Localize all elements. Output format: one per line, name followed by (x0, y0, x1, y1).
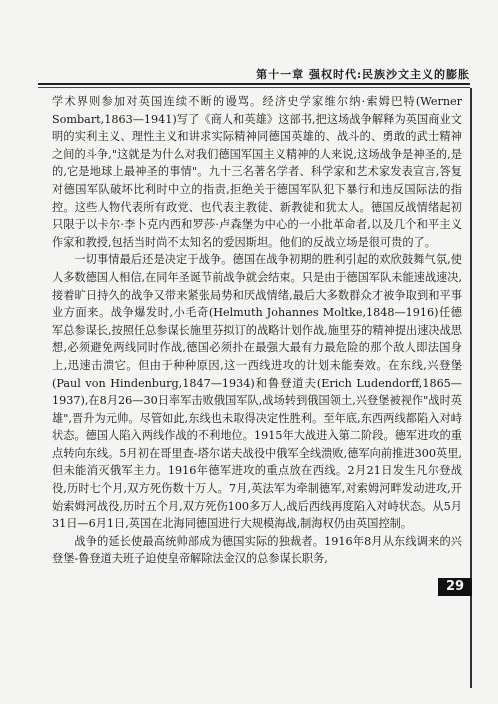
header-rule (38, 83, 470, 85)
header-rule-thin (38, 87, 470, 88)
margin-bar (470, 88, 472, 688)
running-head: 第十一章 强权时代:民族沙文主义的膨胀 (256, 68, 470, 81)
body-text (52, 93, 462, 568)
paragraph: 战争的延长使最高统帅部成为德国实际的独裁者。1916年8月从东线调来的兴登堡-鲁登道夫班子迫使皇帝解除法金汉的总参谋长职务, (52, 534, 462, 566)
page-number: 29 (438, 578, 472, 596)
paragraph: 学术界则参加对英国连续不断的谩骂。经济史学家维尔纳·索姆巴特(Werner Sombart,1863—1941)写了《商人和英雄》这部书,把这场战争解释为英国商业文明的实利主义、理性主义和讲求实际精神同德国英雄的、战斗的、勇敢的武士精神之间的斗争,"这就是为什么对我们德国军国主义精神的人来说,这场战争是神圣的,是的,它是地球上最神圣的事情"。九十三名著名学者、科学家和艺术家发表宣言,答复对德国军队破坏比利时中立的指责,拒绝关于德国军队犯下暴行和违反国际法的指控。这些人物代表所有政党、也代表主教徒、新教徒和犹太人。德国反战情绪起初只限于以卡尔·李卜克内西和罗莎·卢森堡为中心的一小批革命者,以及几个和平主义作家和教授,包括当时尚不太知名的爱因斯坦。他们的反战立场是很可贵的了。 (52, 95, 462, 249)
paragraph: 一切事情最后还是决定于战争。德国在战争初期的胜利引起的欢欣鼓舞气氛,使人多数德国人相信,在同年圣诞节前战争就会结束。只是由于德国军队未能速战速决,接着旷日持久的战争又带来紧张局势和厌战情绪,最后大多数群众才被争取到和平事业方面来。战争爆发时,小毛奇(Helmuth Johannes Moltke,1848—1916)任德军总参谋长,按照任总参谋长施里芬拟订的战略计划作战,施里芬的精神提出速决战思想,必须避免两线同时作战,德国必须扑在最强大最有力最危险的那个敌人即法国身上,迅速击溃它。但由于种种原因,这一西线进攻的计划未能奏效。在东线,兴登堡(Paul von Hindenburg,1847—1934)和鲁登道夫(Erich Ludendorff,1865—1937),在8月26—30日率军击败俄国军队,战场转到俄国领土,兴登堡被视作"战时英雄",晋升为元帅。尽管如此,东线也未取得决定性胜利。至年底,东西两线都陷入对峙状态。德国人陷入两线作战的不利地位。1915年大战进入第二阶段。德军进攻的重点转向东线。5月初在哥里查-塔尔诺夫战役中俄军全线溃败,德军向前推进300英里,但未能消灭俄军主力。1916年德军进攻的重点放在西线。2月21日发生凡尔登战役,历时七个月,双方死伤数十万人。7月,英法军为牵制德军,对索姆河畔发动进攻,开始索姆河战役,历时五个月,双方死伤100多万人,战后西线再度陷入对峙状态。从5月31日—6月1日,英国在北海同德国进行大规模海战,制海权仍由英国控制。 (52, 253, 462, 531)
